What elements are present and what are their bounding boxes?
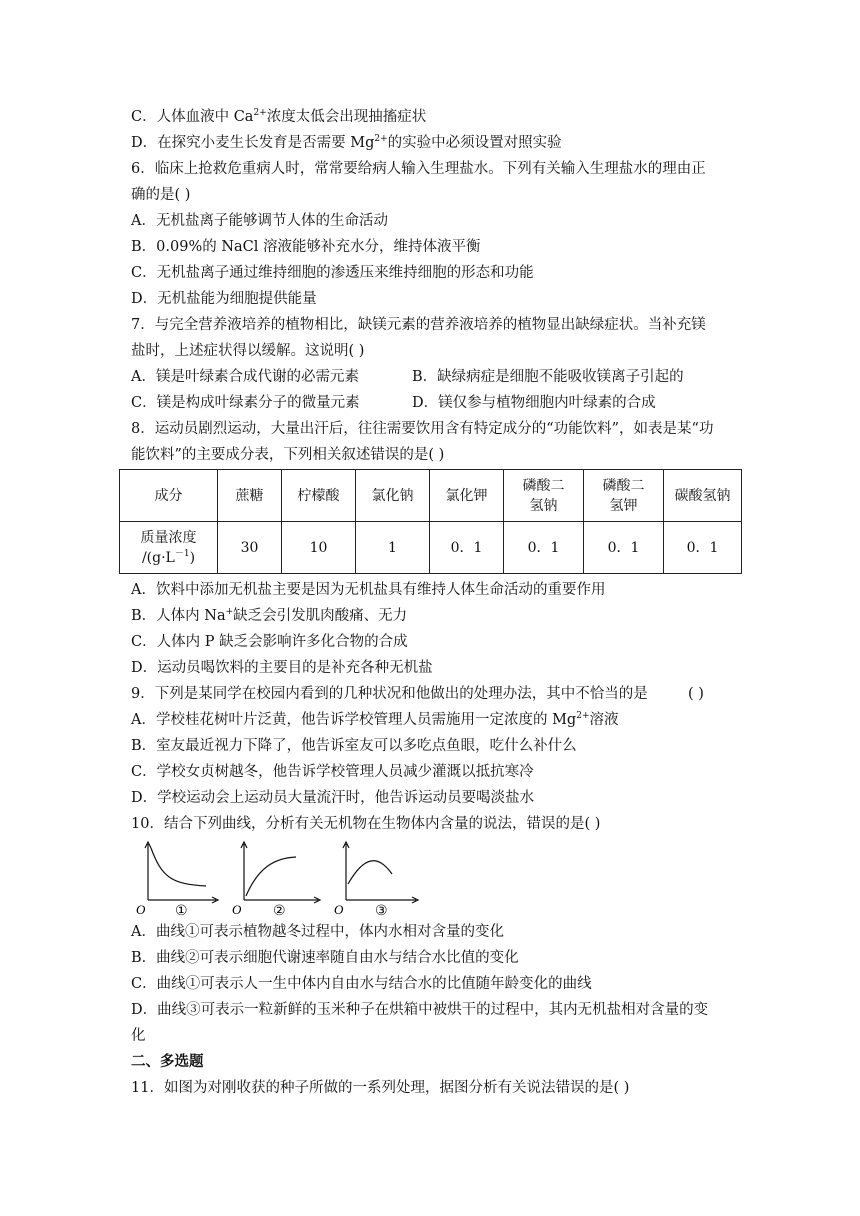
q6-option-b: B．0.09%的 NaCl 溶液能够补充水分，维持体液平衡 <box>131 239 481 255</box>
table-header-cell: 氯化钠 <box>356 470 430 522</box>
q10-option-d-line2: 化 <box>131 1028 146 1044</box>
table-header-cell: 柠檬酸 <box>282 470 356 522</box>
q10-stem: 10．结合下列曲线，分析有关无机物在生物体内含量的说法，错误的是( ) <box>131 816 601 832</box>
table-cell: 30 <box>218 522 282 574</box>
q6-stem-line1: 6．临床上抢救危重病人时，常常要给病人输入生理盐水。下列有关输入生理盐水的理由正 <box>131 161 706 177</box>
q7-option-c: C．镁是构成叶绿素分子的微量元素 <box>131 395 360 411</box>
section-heading: 二、多选题 <box>131 1054 204 1070</box>
graph2-y-axis <box>241 842 247 900</box>
table-cell-row-label: 成分 <box>120 470 218 522</box>
graph2-curve <box>246 857 296 896</box>
q7-option-d: D．镁仅参与植物细胞内叶绿素的合成 <box>412 395 656 411</box>
q8-option-c: C．人体内 P 缺乏会影响许多化合物的合成 <box>131 634 408 650</box>
q11-stem: 11．如图为对刚收获的种子所做的一系列处理，据图分析有关说法错误的是( ) <box>131 1080 630 1096</box>
table-header-cell: 碳酸氢钠 <box>664 470 742 522</box>
q9-stem: 9．下列是某同学在校园内看到的几种状况和他做出的处理办法，其中不恰当的是 <box>131 686 648 702</box>
q7-option-b: B．缺绿病症是细胞不能吸收镁离子引起的 <box>412 369 684 385</box>
table-header-cell: 磷酸二 氢钠 <box>504 470 584 522</box>
q10-curves-figure <box>126 838 426 920</box>
graph1-curve <box>151 848 206 886</box>
q8-option-b: B．人体内 Na+缺乏会引发肌肉酸痛、无力 <box>131 607 408 624</box>
q6-stem-line2: 确的是( ) <box>131 187 191 203</box>
q10-option-b: B．曲线②可表示细胞代谢速率随自由水与结合水比值的变化 <box>131 950 519 966</box>
graph1-y-axis <box>145 842 151 900</box>
table-header-row <box>120 470 742 522</box>
q6-option-d: D．无机盐能为细胞提供能量 <box>131 291 317 307</box>
graph1-number-label: ① <box>175 903 188 919</box>
table-cell: 0．1 <box>504 522 584 574</box>
q5-option-c: C．人体血液中 $Ca^{2+}$浓度太低会出现抽搐症状 <box>131 108 427 125</box>
table-cell: 10 <box>282 522 356 574</box>
graph3-number-label: ③ <box>375 903 388 919</box>
q7-option-a: A．镁是叶绿素合成代谢的必需元素 <box>131 369 359 385</box>
table-row <box>120 522 742 574</box>
table-header-cell: 蔗糖 <box>218 470 282 522</box>
q8-stem-line2: 能饮料”的主要成分表，下列相关叙述错误的是( ) <box>131 447 445 463</box>
q6-option-a: A．无机盐离子能够调节人体的生命活动 <box>131 213 388 229</box>
table-cell-row-label: 质量浓度 $/(g\cdot L^{-1})$ <box>120 522 218 574</box>
q5-option-d: D．在探究小麦生长发育是否需要 $Mg^{2+}$的实验中必须设置对照实验 <box>131 134 562 151</box>
q8-option-d: D．运动员喝饮料的主要目的是补充各种无机盐 <box>131 660 433 676</box>
table-cell: 0．1 <box>664 522 742 574</box>
graph3-y-axis <box>343 842 349 900</box>
ingredient-table <box>119 469 742 574</box>
q10-option-c: C．曲线①可表示人一生中体内自由水与结合水的比值随年龄变化的曲线 <box>131 976 592 992</box>
q10-option-a: A．曲线①可表示植物越冬过程中，体内水相对含量的变化 <box>131 924 504 940</box>
q9-option-d: D．学校运动会上运动员大量流汗时，他告诉运动员要喝淡盐水 <box>131 790 535 806</box>
q7-stem-line2: 盐时，上述症状得以缓解。这说明( ) <box>131 343 365 359</box>
graph2-origin-label: O <box>232 902 242 917</box>
q8-option-a: A．饮料中添加无机盐主要是因为无机盐具有维持人体生命活动的重要作用 <box>131 582 606 598</box>
table-header-cell: 磷酸二 氢钾 <box>584 470 664 522</box>
q9-answer-paren: ( ) <box>688 686 704 702</box>
q9-option-a: A．学校桂花树叶片泛黄，他告诉学校管理人员需施用一定浓度的 $Mg^{2+}$溶液 <box>131 711 619 728</box>
table-cell: 0．1 <box>430 522 504 574</box>
graph1-origin-label: O <box>136 902 146 917</box>
q6-option-c: C．无机盐离子通过维持细胞的渗透压来维持细胞的形态和功能 <box>131 265 534 281</box>
table-cell: 1 <box>356 522 430 574</box>
q7-stem-line1: 7．与完全营养液培养的植物相比，缺镁元素的营养液培养的植物显出缺绿症状。当补充镁 <box>131 317 706 333</box>
graph3-origin-label: O <box>334 902 344 917</box>
graph2-number-label: ② <box>273 903 286 919</box>
q9-option-c: C．学校女贞树越冬，他告诉学校管理人员减少灌溉以抵抗寒冷 <box>131 764 534 780</box>
table-cell: 0．1 <box>584 522 664 574</box>
graph3-curve <box>348 861 392 884</box>
table-header-cell: 氯化钾 <box>430 470 504 522</box>
q10-option-d-line1: D．曲线③可表示一粒新鲜的玉米种子在烘箱中被烘干的过程中，其内无机盐相对含量的变 <box>131 1002 709 1018</box>
q8-stem-line1: 8．运动员剧烈运动，大量出汗后，往往需要饮用含有特定成分的“功能饮料”，如表是某“功 <box>131 421 714 437</box>
q9-option-b: B．室友最近视力下降了，他告诉室友可以多吃点鱼眼，吃什么补什么 <box>131 738 577 754</box>
